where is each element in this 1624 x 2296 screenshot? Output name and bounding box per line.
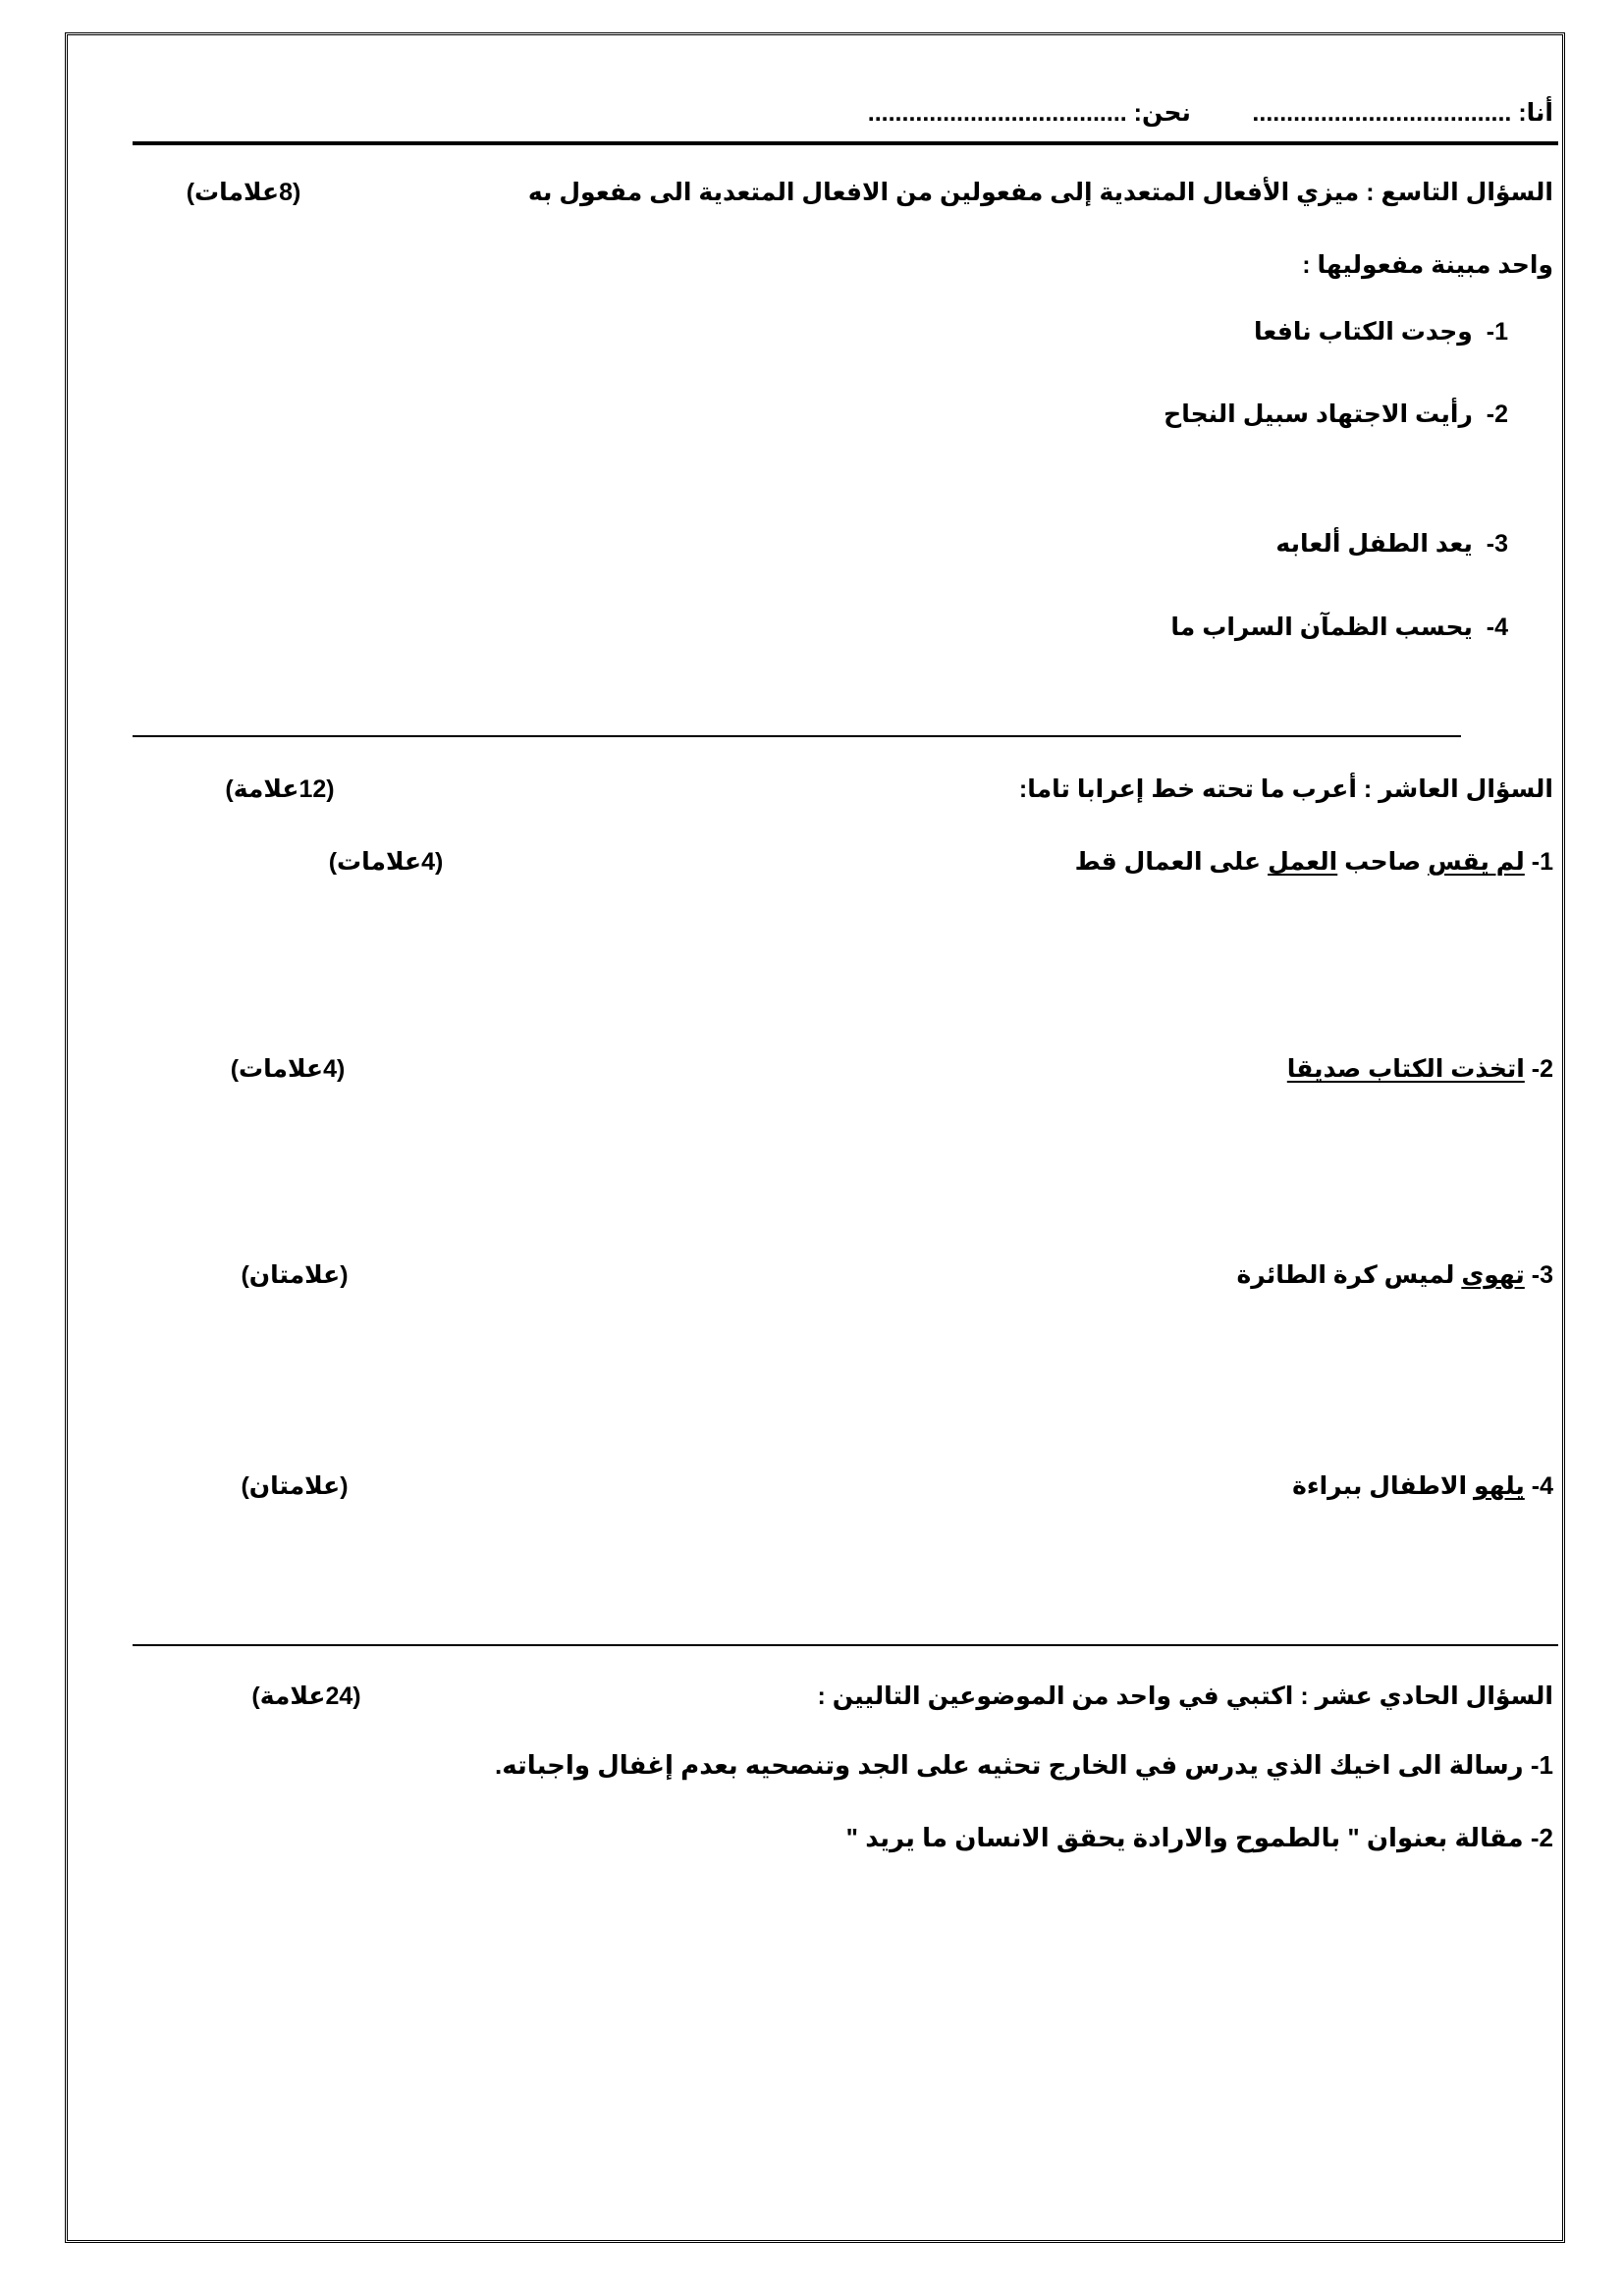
q11-title: السؤال الحادي عشر : اكتبي في واحد من الموضوعين التاليين : <box>817 1682 1553 1710</box>
page-border <box>65 32 1565 2243</box>
item-text: الاطفال ببراءة <box>1292 1472 1475 1500</box>
item-marks: (4علامات) <box>328 848 444 876</box>
item-number: 3- <box>1531 1261 1553 1289</box>
q9-item <box>1164 397 1508 432</box>
q9-item <box>1275 526 1508 561</box>
q10-item <box>1075 844 1553 880</box>
item-number: 3- <box>1486 530 1508 558</box>
q10-item <box>1287 1051 1553 1087</box>
we-label: نحن: <box>1133 99 1191 127</box>
underlined-word: تهوى <box>1461 1261 1525 1289</box>
divider <box>133 735 1461 737</box>
item-text: لميس كرة الطائرة <box>1236 1261 1462 1289</box>
item-number: 2- <box>1486 400 1508 428</box>
me-label: أنا: <box>1518 99 1553 127</box>
underlined-word: اتخذت الكتاب صديقا <box>1286 1055 1525 1083</box>
item-number: 1- <box>1486 318 1508 346</box>
q11-topic: 2- مقالة بعنوان " بالطموح والارادة يحقق الانسان ما يريد " <box>845 1823 1553 1852</box>
item-number: 4- <box>1531 1472 1553 1500</box>
q11-marks: (24علامة) <box>251 1682 361 1710</box>
item-marks: (علامتان) <box>241 1472 349 1500</box>
item-text: وجدت الكتاب نافعا <box>1253 318 1473 346</box>
we-dots: ...................................... <box>867 99 1127 127</box>
item-text: على العمال قط <box>1074 848 1269 876</box>
underlined-word: لم يقس <box>1428 848 1525 876</box>
q10-item <box>1237 1257 1553 1293</box>
q9-item <box>1170 610 1508 645</box>
q10-item <box>1292 1468 1553 1504</box>
item-marks: (4علامات) <box>230 1055 346 1083</box>
q9-title: السؤال التاسع : ميزي الأفعال المتعدية إلى مفعولين من الافعال المتعدية الى مفعول به <box>527 179 1553 206</box>
underlined-word: العمل <box>1268 848 1338 876</box>
q9-marks: (8علامات) <box>186 179 301 206</box>
q9-title-cont: واحد مبينة مفعوليها : <box>1302 251 1553 279</box>
q11-topic: 1- رسالة الى اخيك الذي يدرس في الخارج تحثيه على الجد وتنصحيه بعدم إغفال واجباته. <box>495 1750 1553 1780</box>
divider <box>133 141 1558 145</box>
me-dots: ...................................... <box>1252 99 1512 127</box>
item-text: يعد الطفل ألعابه <box>1275 530 1473 558</box>
item-text: يحسب الظمآن السراب ما <box>1170 614 1473 641</box>
item-text: صاحب <box>1337 848 1429 876</box>
item-text: رأيت الاجتهاد سبيل النجاح <box>1164 400 1473 428</box>
q10-marks: (12علامة) <box>225 775 335 803</box>
q10-title: السؤال العاشر : أعرب ما تحته خط إعرابا تاما: <box>1018 775 1553 803</box>
divider <box>133 1644 1558 1646</box>
item-marks: (علامتان) <box>241 1261 349 1289</box>
underlined-word: يلهو <box>1474 1472 1525 1500</box>
name-line <box>868 95 1553 131</box>
item-number: 1- <box>1531 848 1553 876</box>
item-number: 2- <box>1531 1055 1553 1083</box>
item-number: 4- <box>1486 614 1508 641</box>
q9-item <box>1254 314 1508 349</box>
